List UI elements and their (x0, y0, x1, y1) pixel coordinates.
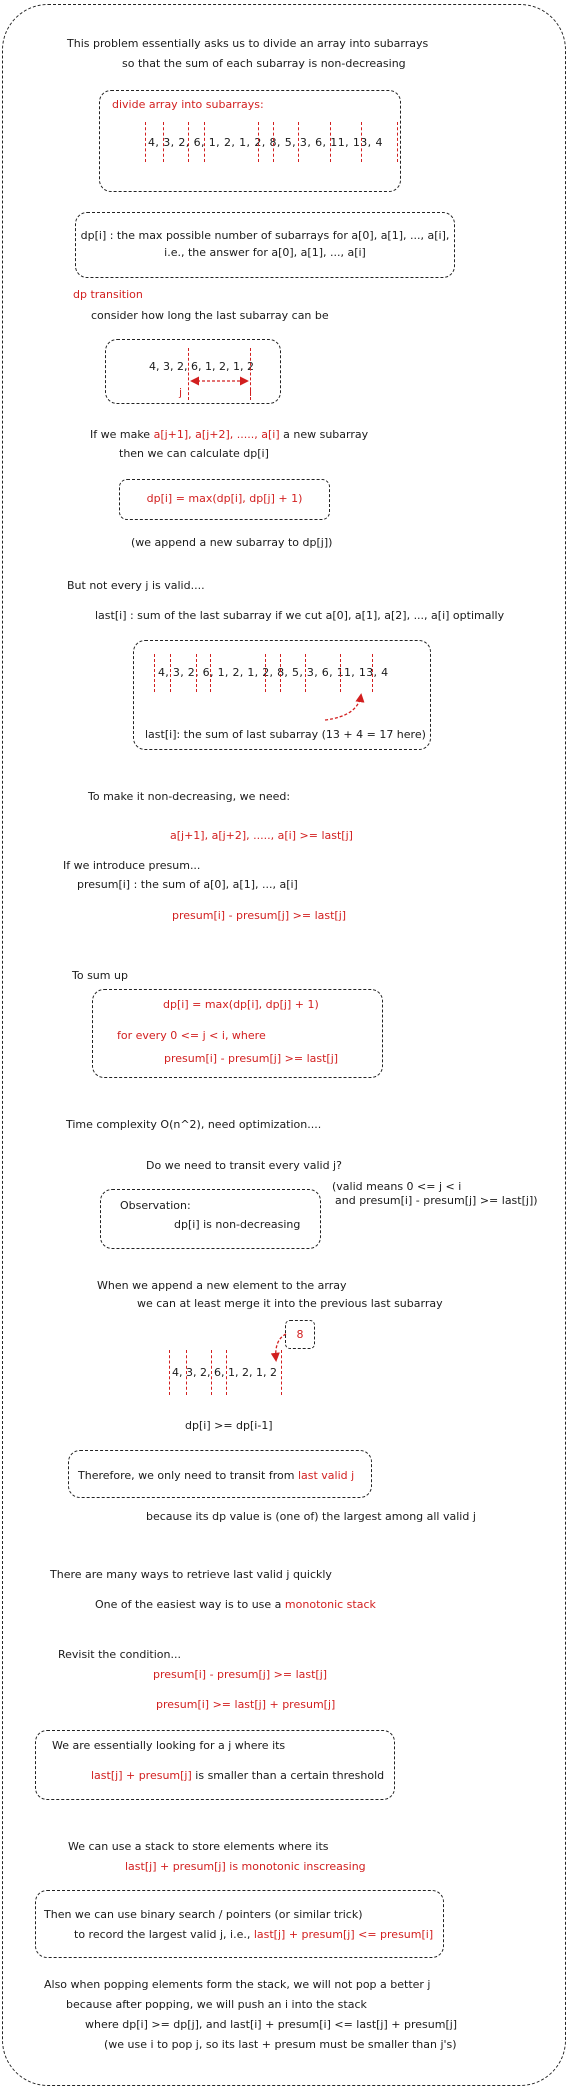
observation-title: Observation: (120, 1199, 191, 1212)
last-caption: last[i]: the sum of last subarray (13 + 4 = 17 here) (145, 728, 426, 741)
monotonic-increasing-text: last[j] + presum[j] is monotonic inscreasing (125, 1860, 366, 1873)
dp-monotonic-result: dp[i] >= dp[i-1] (185, 1419, 273, 1432)
many-ways-text: There are many ways to retrieve last valid j quickly (50, 1568, 332, 1581)
sum-up-condition: presum[i] - presum[j] >= last[j] (164, 1052, 339, 1065)
new-element: 8 (296, 1328, 304, 1341)
append-line-1: When we append a new element to the array (97, 1279, 347, 1292)
binary-line-2: to record the largest valid j, i.e., last[j] + presum[j] <= presum[i] (74, 1928, 434, 1941)
observation-body: dp[i] is non-decreasing (174, 1218, 301, 1231)
intro-line-1: This problem essentially asks us to divide an array into subarrays (67, 37, 429, 50)
transit-question: Do we need to transit every valid j? (146, 1159, 342, 1172)
transition-formula: dp[i] = max(dp[i], dp[j] + 1) (146, 492, 303, 505)
looking-line-2: last[j] + presum[j] is smaller than a certain threshold (91, 1769, 385, 1782)
binary-line-1: Then we can use binary search / pointers (or similar trick) (44, 1908, 363, 1921)
valid-note-2: and presum[i] - presum[j] >= last[j]) (335, 1194, 538, 1207)
easiest-way-text: One of the easiest way is to use a monotonic stack (95, 1598, 376, 1611)
intro-line-2: so that the sum of each subarray is non-decreasing (122, 57, 406, 70)
append-array: 4, 3, 2, 6, 1, 2, 1, 2 (172, 1366, 277, 1379)
need-formula: a[j+1], a[j+2], ....., a[i] >= last[j] (170, 829, 353, 842)
if-we-make-line: If we make a[j+1], a[j+2], ....., a[i] a new subarray (90, 428, 369, 441)
last-array: 4, 3, 2, 6, 1, 2, 1, 2, 8, 5, 3, 6, 11, 13, 4 (158, 666, 389, 679)
transition-array: 4, 3, 2, 6, 1, 2, 1, 2 (149, 360, 254, 373)
introduce-presum-text: If we introduce presum... (63, 859, 201, 872)
dp-transition-subtitle: consider how long the last subarray can be (91, 309, 329, 322)
dp-def-line-2: i.e., the answer for a[0], a[1], ..., a[i] (164, 246, 366, 259)
divide-title: divide array into subarrays: (112, 98, 264, 111)
last-pointer-arrow (325, 695, 361, 720)
presum-definition: presum[i] : the sum of a[0], a[1], ..., a[i] (77, 878, 298, 891)
popping-line-2: because after popping, we will push an i into the stack (66, 1998, 367, 2011)
need-text: To make it non-decreasing, we need: (88, 790, 291, 803)
revisit-text: Revisit the condition... (58, 1648, 181, 1661)
append-merge-arrow (276, 1334, 286, 1360)
revisit-condition-2: presum[i] >= last[j] + presum[j] (156, 1698, 336, 1711)
sum-up-for-every: for every 0 <= j < i, where (117, 1029, 266, 1042)
dp-transition-heading: dp transition (73, 288, 143, 301)
sum-up-heading: To sum up (72, 969, 128, 982)
not-every-j-text: But not every j is valid.... (67, 579, 205, 592)
last-definition: last[i] : sum of the last subarray if we cut a[0], a[1], a[2], ..., a[i] optimally (95, 609, 505, 622)
complexity-text: Time complexity O(n^2), need optimization.... (66, 1118, 322, 1131)
revisit-condition-1: presum[i] - presum[j] >= last[j] (153, 1668, 328, 1681)
append-line-2: we can at least merge it into the previous last subarray (137, 1297, 443, 1310)
popping-line-1: Also when popping elements form the stack, we will not pop a better j (44, 1978, 431, 1991)
popping-line-3: where dp[i] >= dp[j], and last[i] + presum[i] <= last[j] + presum[j] (85, 2018, 458, 2031)
sum-up-formula: dp[i] = max(dp[i], dp[j] + 1) (163, 998, 319, 1011)
transition-note: (we append a new subarray to dp[j]) (131, 536, 333, 549)
because-text: because its dp value is (one of) the largest among all valid j (146, 1510, 476, 1523)
looking-line-1: We are essentially looking for a j where its (52, 1739, 286, 1752)
popping-line-4: (we use i to pop j, so its last + presum must be smaller than j's) (104, 2038, 457, 2051)
then-line: then we can calculate dp[i] (119, 447, 269, 460)
presum-formula: presum[i] - presum[j] >= last[j] (172, 909, 347, 922)
label-i: i (249, 386, 253, 399)
use-stack-text: We can use a stack to store elements where its (68, 1840, 329, 1853)
dp-def-line-1: dp[i] : the max possible number of subarrays for a[0], a[1], ..., a[i], (80, 229, 450, 242)
label-j: j (179, 386, 183, 399)
therefore-text: Therefore, we only need to transit from last valid j (78, 1469, 355, 1482)
divide-array: 4, 3, 2, 6, 1, 2, 1, 2, 8, 5, 3, 6, 11, 13, 4 (148, 136, 383, 149)
valid-note-1: (valid means 0 <= j < i (332, 1180, 462, 1193)
